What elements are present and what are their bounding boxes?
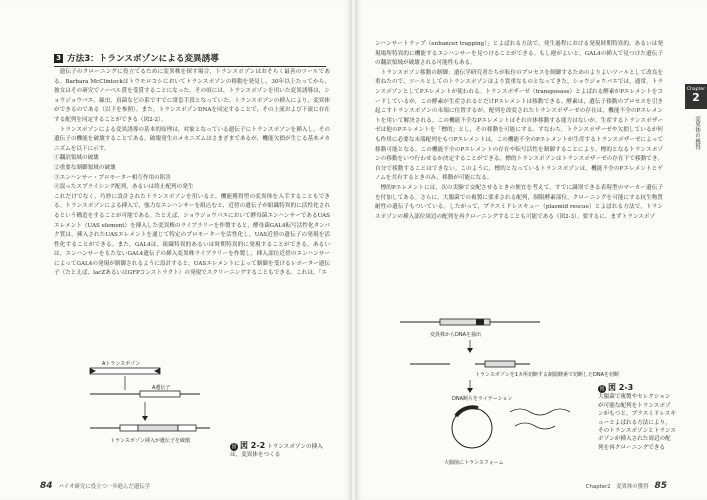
- figure-2-2-caption: [230, 442, 330, 460]
- transposon-label: Aトランスポゾン: [102, 361, 141, 367]
- inserted-transposon: [138, 425, 178, 431]
- page-number: 85: [654, 481, 667, 491]
- gene-bar: [140, 391, 180, 397]
- result-label: トランスポゾン挿入が遺伝子を破壊: [110, 438, 190, 444]
- chapter-label: Chapter: [686, 87, 706, 92]
- page-number: 84: [40, 481, 53, 491]
- list-item: ③エンハンサー・プロモーター相互作用の阻害: [54, 174, 171, 181]
- paragraph: トランスポゾンによる変異誘導の基本的原理は，対象となっている遺伝子にトランスポゾンを挿入し，その遺伝子の機能を破壊することである。破壊発生のメカニズムはさまざまであるが，機能欠損が生じる基本メカニズムを以下に示す。: [54, 126, 330, 152]
- transposon-bar: [90, 368, 160, 374]
- figure-icon: 図: [599, 385, 605, 392]
- left-footer: [40, 481, 150, 491]
- figure-2-3: [380, 312, 680, 472]
- paragraph: これだけでなく，巧妙に設計されたトランスポゾンを用いると，機能獲得型の変異体を入手することもできる。トランスポゾンによる挿入で，強力なエンハンサーを組込むと，近傍の遺伝子が組織特異的に活性化されるという構造をすることが可能である。たとえば，ショウジョウバエにおいて酵母菌エンハンサーであるUASエレメント（UAS element）を挿入した変異株のライブラリーを作製すると，酵母菌GAL4転写活性化タンパク質は，挿入されたUASエレメントを通じて特定のプロモーターを活性化し，UAS近傍の遺伝子の発現を活性化することができる。また，GAL4は，組織特異的あるいは時期特異的に発現することができる。あるいは，エンハンサーをもたないGAL4遺伝子の挿入変異株ライブラリーを作製し，挿入部位近傍のエンハンサーによってGAL4の発現が制御されるように設計すると，UASエレメントによって制御を受けるレポーター遺伝子（たとえば，lacZあるいはGFPコンストラクト）の発現でスクリーニングすることもできる。これは，「エ: [54, 193, 330, 277]
- paragraph: 遺伝子のクローニングに役立てるために変異株を探す場合，トランスポゾンはおそらく最善のツールである。Barbara McClintockはトウモロコシにおいてトランスポゾンの移動を発見し，30年以上たってから，彼女はその研究でノーベル賞を受賞することになった。その頃には，トランスポゾンを用いた変異誘導は，ショウジョウバエ，線虫，真菌などの系ですでに常套手段となっていた。トランスポゾンの挿入により，変異体ができるのである（以下を参照）。また，トランスポゾンDNAを同定することで，その上流および下流に存在する配列を同定することができる（図2-2）。: [54, 69, 330, 123]
- figure-icon: 図: [231, 443, 237, 450]
- figure-2-3-caption: [598, 384, 676, 452]
- right-body-text: [375, 40, 663, 222]
- left-page: [0, 0, 352, 500]
- step4-label: 大腸菌にトランスフォーム: [444, 460, 504, 466]
- paragraph: トランスポゾン移動の制御：遺伝学研究者たちが転位のプロセスを制御するためのよりよいツールとして改良を重ねたので，ツールとしてのトランスポゾンはより貴重なものとなってきた。ショウジョウバエでは，通常，トランスポゾンとしてPエレメントが使われる。トランスポザーゼ（transposase）とよばれる酵素がPエレメントをコードしているが，この酵素が生産されるとだけPエレメントは移動できる。酵素は，遺伝子移動のプロセスを引き起こすトランスポゾンの末端に位置するが，配列を改変されたトランスポザーゼの存在は，機能不全のPエレメントを用いて解決される。この機能不全なPエレメントはそれ自体移動する能力はないが，生産するトランスポザーゼは他のPエレメントを「標的」とし，その移動を可能にする。すなわち，トランスポザーゼや欠損しているが何も作用に必要な末端配列をもつPエレメントは，この機能不全のPエレメントが生産するトランスポザーゼによって移動可能となる。この機能不全のPエレメントの存在や転写活性を制御することにより，標的となるトランスポゾンの移動をいつ行わせるか決定することができる。標的トランスポゾンはトランスポザーゼの存在下で移動でき，自分で移動することはできない。このように，標的となっているトランスポゾンは，機能不全のPエレメントとゲノムを共有するときのみ，移動が可能になる。: [375, 69, 663, 182]
- figure-2-2: [80, 360, 330, 470]
- list-item: ②重要な制御領域の破壊: [54, 164, 116, 171]
- list-item: ①翻訳領域の破壊: [54, 155, 99, 162]
- step3-label: DNA断片をライゲーション: [452, 396, 513, 402]
- chapter-footer-title: Chapter2 変異体の獲得: [585, 484, 649, 490]
- right-footer: [586, 481, 667, 491]
- step1-label: 変異株からDNAを抽出: [430, 332, 482, 338]
- list-item: ④誤ったスプライシング配列，あるいは終止配列の発生: [54, 184, 194, 191]
- figure-caption-text: 大腸菌で複製やセレクションが可能な配列をトランスポゾンがもつと，プラスミドレスキューとよばれる方法により，そのトランスポゾンとトランスポゾンが挿入された周辺の配列を再クローニングできる: [598, 394, 676, 451]
- chapter-side-title: 変異体の獲得: [694, 116, 700, 150]
- chapter-tab: [685, 84, 707, 109]
- section-number: 3: [54, 54, 63, 63]
- figure-caption-text: トランスポゾンの挿入は，変異体をつくる: [230, 444, 323, 459]
- figure-title: 図 2-2: [240, 441, 266, 450]
- section-heading: [54, 52, 326, 67]
- book-title: バイオ研究に役立つ一歩進んだ遺伝学: [58, 484, 151, 490]
- paragraph: 標的Pエレメントには，次の実験で交配させるときの便宜を考えて，すでに識別できる表現型のマーカー遺伝子を付加してある。さらに，大腸菌での複製に要求される配列，制限酵素部位，クローニングを可能にする抗生物質耐性の遺伝子もついている。したがって，プラスミドレスキュー（plasmid rescue）とよばれる方法で，トランスポゾンの挿入部位周辺の配列を再クローニングすることも可能である（図2-3）。要するに，まずトランスポゾ: [375, 184, 663, 220]
- figure-title: 図 2-3: [608, 383, 634, 392]
- paragraph: ンハンサートラップ（enhancer trapping）」とよばれる方法で，発生過程における発現時期特異的，あるいは発現場所特異的に機能するエンハンサーを見つけることができる。もし運がよいと，GAL4の挿入で見つけた遺伝子の翻訳領域が破壊される可能性もある。: [375, 41, 663, 67]
- section-title: 方法3：トランスポゾンによる変異誘導: [67, 54, 219, 64]
- step2-label: トランスポゾンを1カ所切断する制限酵素で切断したDNAを切断: [475, 372, 620, 378]
- gene-label: A遺伝子: [152, 385, 171, 391]
- left-body-text: [54, 68, 330, 279]
- chapter-number: 2: [692, 91, 700, 104]
